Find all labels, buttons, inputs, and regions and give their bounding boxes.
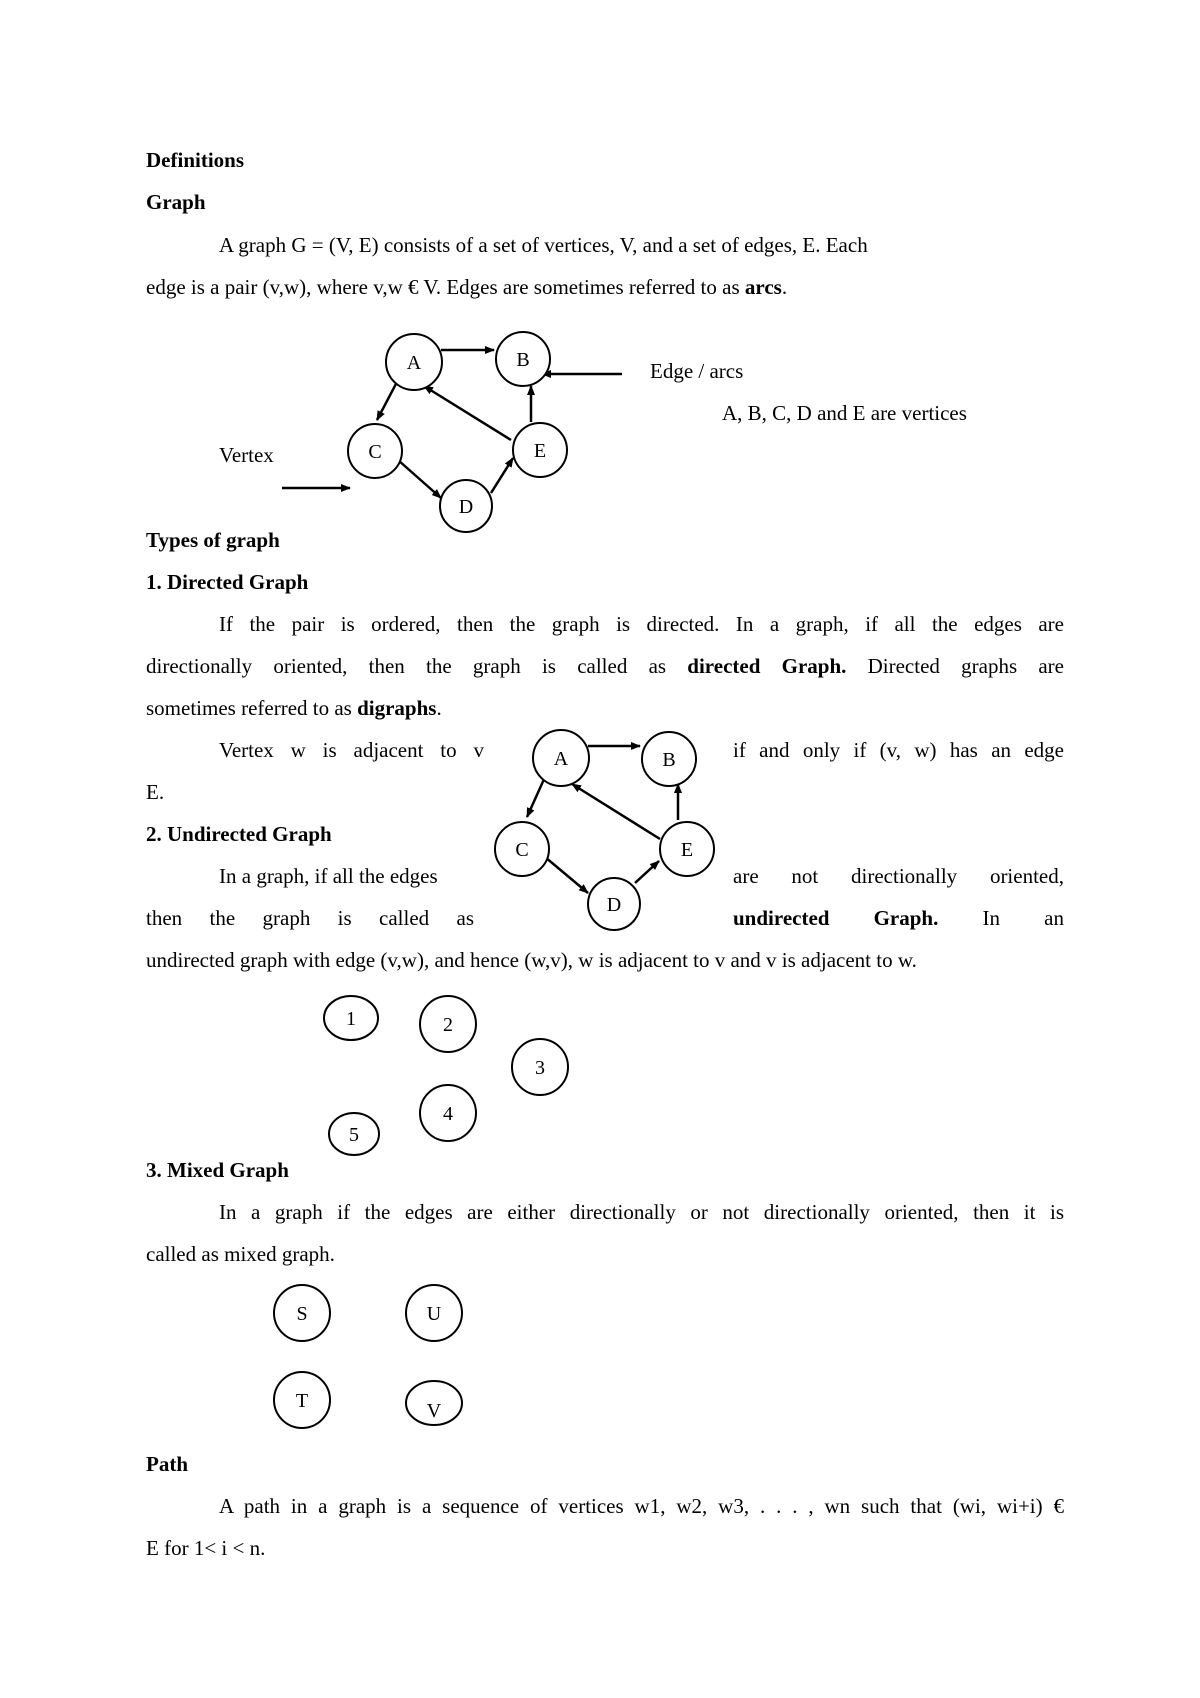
graph-definition-line1: A graph G = (V, E) consists of a set of vertices, V, and a set of edges, E. Each	[219, 233, 868, 257]
mixed-line1: In a graph if the edges are either directionally or not directionally oriented, then it is	[219, 1200, 1064, 1224]
dg-vertex-a-label: A	[553, 748, 569, 770]
ug-vertex-1-label: 1	[346, 1008, 356, 1030]
dg-vertex-b-label: B	[662, 749, 676, 771]
path-line2: E for 1< i < n.	[146, 1536, 266, 1560]
dg-vertex-e-label: E	[680, 839, 694, 861]
directed-line1: If the pair is ordered, then the graph is directed. In a graph, if all the edges are	[219, 612, 1064, 636]
vertex-c-label: C	[368, 441, 382, 463]
directed-line5: E.	[146, 780, 165, 804]
ug-vertex-3-label: 3	[535, 1057, 545, 1079]
types-heading: Types of graph	[146, 528, 280, 552]
undirected-heading: 2. Undirected Graph	[146, 822, 332, 846]
undirected-line1-right: are not directionally oriented,	[733, 864, 1064, 888]
directed-graph-term: directed Graph.	[687, 654, 847, 678]
ug-vertex-4-label: 4	[443, 1103, 453, 1125]
vertex-label: Vertex	[219, 443, 274, 467]
mg-vertex-u-label: U	[426, 1303, 442, 1325]
undirected-line1-left: In a graph, if all the edges	[219, 864, 438, 888]
vertex-d-label: D	[458, 496, 474, 518]
vertices-note: A, B, C, D and E are vertices	[722, 401, 967, 425]
graph-definition-line2: edge is a pair (v,w), where v,w € V. Edges are sometimes referred to as arcs.	[146, 275, 788, 299]
path-heading: Path	[146, 1452, 188, 1476]
dg-vertex-d-label: D	[606, 894, 622, 916]
directed-line4-right: if and only if (v, w) has an edge	[733, 738, 1064, 762]
mg-vertex-v-label: V	[426, 1400, 442, 1422]
directed-heading: 1. Directed Graph	[146, 570, 309, 594]
vertex-b-label: B	[516, 349, 530, 371]
digraphs-term: digraphs	[357, 696, 437, 720]
mixed-heading: 3. Mixed Graph	[146, 1158, 289, 1182]
undirected-line3: undirected graph with edge (v,w), and hence (w,v), w is adjacent to v and v is adjacent to w.	[146, 948, 917, 972]
vertex-a-label: A	[406, 352, 422, 374]
undirected-graph-term: undirected Graph.	[733, 906, 939, 930]
definitions-heading: Definitions	[146, 148, 245, 172]
mg-vertex-s-label: S	[296, 1303, 308, 1325]
mixed-line2: called as mixed graph.	[146, 1242, 335, 1266]
vertex-e-label: E	[533, 440, 547, 462]
directed-line3: sometimes referred to as digraphs.	[146, 696, 442, 720]
mg-vertex-t-label: T	[295, 1390, 309, 1412]
edge-arcs-label: Edge / arcs	[650, 359, 744, 383]
ug-vertex-2-label: 2	[443, 1014, 453, 1036]
arcs-term: arcs	[744, 275, 782, 299]
undirected-line2-left: then the graph is called as	[146, 906, 474, 930]
path-line1: A path in a graph is a sequence of vertices w1, w2, w3, . . . , wn such that (wi, wi+i) €	[219, 1494, 1064, 1518]
dg-vertex-c-label: C	[515, 839, 529, 861]
directed-line2: directionally oriented, then the graph is called as directed Graph. Directed graphs are	[146, 654, 1064, 678]
graph-heading: Graph	[146, 190, 206, 214]
ug-vertex-5-label: 5	[349, 1124, 359, 1146]
undirected-line2-right: undirected Graph. In an	[733, 906, 1064, 930]
directed-line4-left: Vertex w is adjacent to v	[219, 738, 484, 762]
